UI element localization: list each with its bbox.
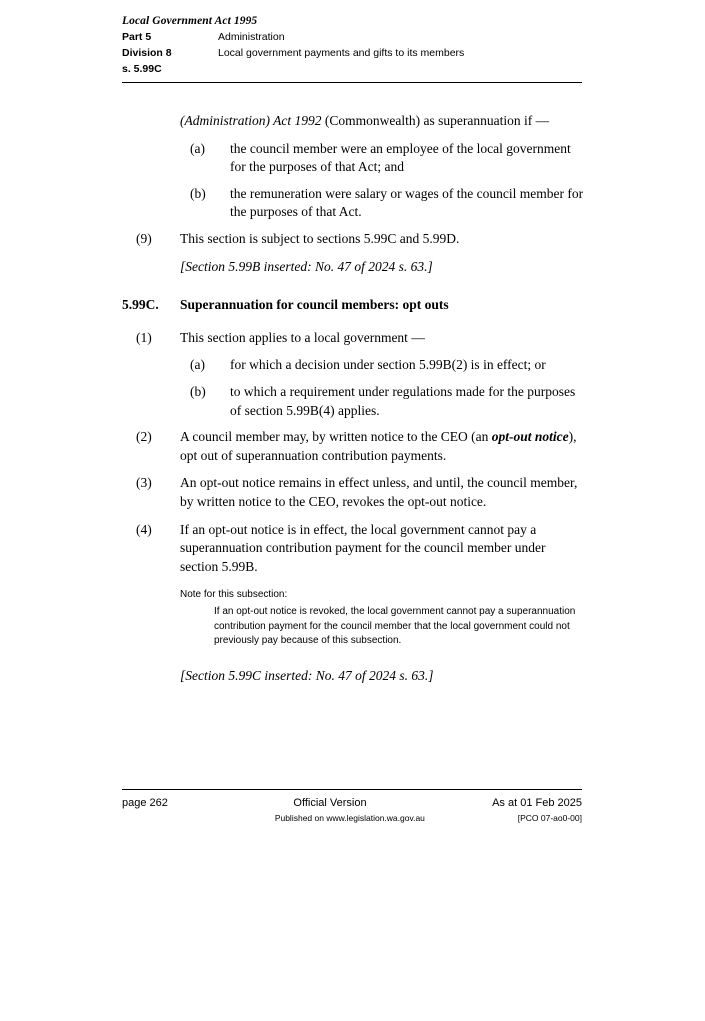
footer-main-row <box>122 795 582 811</box>
subsection-lead: A council member may, by written notice to the CEO (an <box>180 429 492 445</box>
published-url: Published on www.legislation.wa.gov.au <box>274 813 425 823</box>
continued-paragraph <box>122 112 584 131</box>
continued-italic-lead: (Administration) Act 1992 <box>180 113 322 128</box>
list-item <box>122 383 584 420</box>
subsection-number: (4) <box>136 521 152 537</box>
list-item <box>122 356 584 375</box>
item-letter: (b) <box>190 185 206 201</box>
header-row-division <box>122 45 582 61</box>
footer-sub-row <box>122 812 582 825</box>
subsection-number: (2) <box>136 429 152 445</box>
section-heading-5-99c <box>122 296 584 315</box>
item-letter: (b) <box>190 383 206 399</box>
subsection-text: If an opt-out notice is in effect, the local government cannot pay a superannuation contribution payment for the council member under section 5.99B. <box>180 521 546 574</box>
subsection-4 <box>122 521 584 577</box>
act-title: Local Government Act 1995 <box>122 15 258 27</box>
page-number: page 262 <box>122 797 168 809</box>
as-at-date: As at 01 Feb 2025 <box>492 797 582 809</box>
item-text: for which a decision under section 5.99B(2) is in effect; or <box>230 357 546 373</box>
header-row-section <box>122 61 582 77</box>
subsection-9 <box>122 230 584 249</box>
page-body <box>122 112 584 689</box>
header-label-division: Division 8 <box>122 47 172 59</box>
subsection-number: (3) <box>136 475 152 491</box>
subsection-tail: ), opt out of superannuation contribution payments. <box>180 429 577 463</box>
section-number: 5.99C. <box>122 297 159 313</box>
subsection-text: An opt-out notice remains in effect unless, and until, the council member, by written notice to the CEO, revokes the opt-out notice. <box>180 475 578 509</box>
subsection-3 <box>122 474 584 511</box>
subsection-2 <box>122 428 584 465</box>
page-footer <box>122 795 582 825</box>
continued-rest: (Commonwealth) as superannuation if — <box>321 113 550 128</box>
subsection-text: This section is subject to sections 5.99C and 5.99D. <box>180 230 460 246</box>
subsection-text: This section applies to a local government — <box>180 329 425 345</box>
item-letter: (a) <box>190 140 205 156</box>
header-value-part: Administration <box>218 31 285 43</box>
header-value-division: Local government payments and gifts to its members <box>218 47 465 59</box>
page-header <box>122 14 582 77</box>
list-item <box>122 140 584 177</box>
header-row-part <box>122 29 582 45</box>
item-text: to which a requirement under regulations made for the purposes of section 5.99B(4) applies. <box>230 383 576 418</box>
header-label-section: s. 5.99C <box>122 63 162 75</box>
list-item <box>122 185 584 222</box>
footer-divider <box>122 789 582 790</box>
header-divider <box>122 82 582 83</box>
version-label: Official Version <box>293 797 367 809</box>
item-text: the remuneration were salary or wages of the council member for the purposes of that Act. <box>230 185 584 220</box>
endnote-5-99c: [Section 5.99C inserted: No. 47 of 2024 s. 63.] <box>180 667 434 683</box>
subsection-number: (1) <box>136 329 152 345</box>
item-text: the council member were an employee of the local government for the purposes of that Act; and <box>230 140 571 175</box>
note-label: Note for this subsection: <box>180 589 288 601</box>
subsection-1 <box>122 329 584 348</box>
pco-code: [PCO 07-ao0-00] <box>517 813 582 823</box>
section-title: Superannuation for council members: opt outs <box>180 297 449 313</box>
spacer <box>122 649 584 667</box>
subsection-number: (9) <box>136 230 152 246</box>
note-text: If an opt-out notice is revoked, the local government cannot pay a superannuation contribution payment for the council member that the local government could not previously pay because of this subsection. <box>214 606 576 647</box>
item-letter: (a) <box>190 357 205 373</box>
endnote-5-99b: [Section 5.99B inserted: No. 47 of 2024 s. 63.] <box>180 258 433 274</box>
defined-term-opt-out-notice: opt-out notice <box>491 429 569 445</box>
header-label-part: Part 5 <box>122 31 152 43</box>
